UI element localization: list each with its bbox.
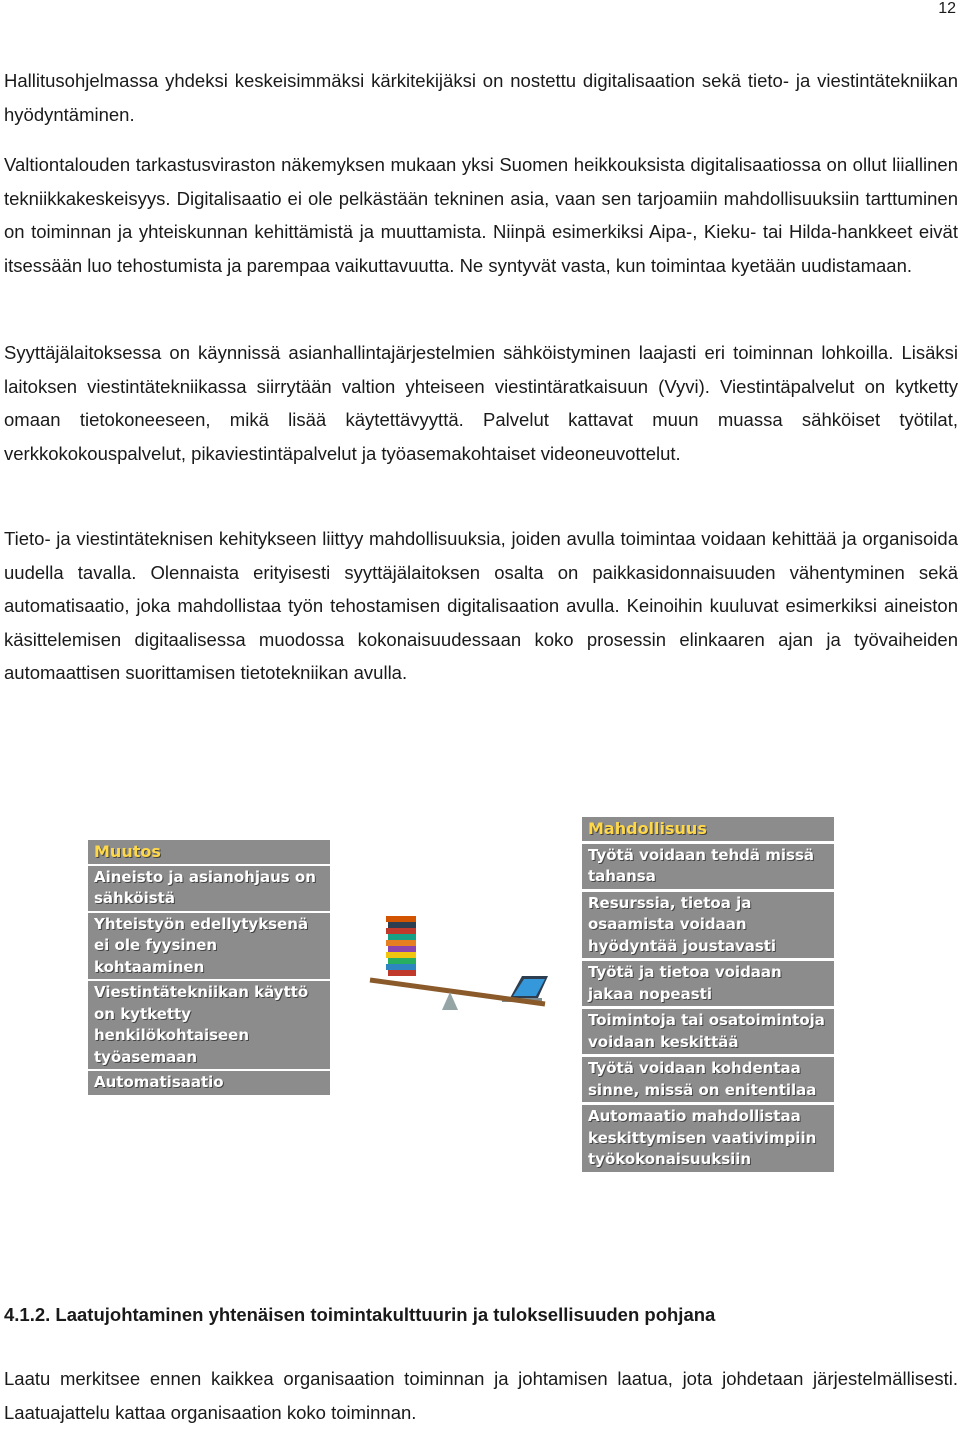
paragraph-5: Laatu merkitsee ennen kaikkea organisaation toiminnan ja johtamisen laatua, jota johdetaan järjestelmällisesti. Laatuajattelu kattaa organisaation koko toiminnan. [4,1368,958,1423]
page-number: 12 [938,0,956,17]
muutos-item: Yhteistyön edellytyksenä ei ole fyysinen kohtaaminen [88,913,330,980]
muutos-item: Aineisto ja asianohjaus on sähköistä [88,866,330,911]
mahdollisuus-item: Työtä voidaan tehdä missä tahansa [582,844,834,889]
balance-scale-illustration [350,900,550,1020]
mahdollisuus-list [582,817,834,1175]
mahdollisuus-item: Työtä voidaan kohdentaa sinne, missä on enitentilaa [582,1057,834,1102]
balance-fulcrum [442,992,458,1010]
paragraph-4: Tieto- ja viestintäteknisen kehitykseen liittyy mahdollisuuksia, joiden avulla toimintaa voidaan kehittää ja organisoida uudella tavalla. Olennaista erityisesti syyttäjälaitoksen osalta on paikkasidonnaisuuden vähentyminen sekä automatisaatio, joka mahdollistaa työn tehostamisen digitalisaation avulla. Keinoihin kuuluvat esimerkiksi aineiston käsittelemisen digitaalisessa muodossa kokonaisuudessaan koko prosessin elinkaaren ajan ja työvaiheiden automaattisen suorittamisen tietotekniikan avulla. [4,528,958,683]
mahdollisuus-item: Toimintoja tai osatoimintoja voidaan keskittää [582,1009,834,1054]
book-stack-icon [386,916,416,976]
mahdollisuus-item: Automaatio mahdollistaa keskittymisen vaativimpiin työkokonaisuuksiin [582,1105,834,1172]
mahdollisuus-item: Työtä ja tietoa voidaan jakaa nopeasti [582,961,834,1006]
muutos-title: Muutos [88,840,330,864]
muutos-item: Automatisaatio [88,1071,330,1095]
section-heading: 4.1.2. Laatujohtaminen yhtenäisen toimintakulttuurin ja tuloksellisuuden pohjana [4,1304,716,1325]
paragraph-3: Syyttäjälaitoksessa on käynnissä asianhallintajärjestelmien sähköistyminen laajasti eri toiminnan lohkoilla. Lisäksi laitoksen viestintätekniikassa siirrytään valtion yhteiseen viestintäratkaisuun (Vyvi). Viestintäpalvelut on kytketty omaan tietokoneeseen, mikä lisää käytettävyyttä. Palvelut kattavat muun muassa sähköiset työtilat, verkkokokouspalvelut, pikaviestintäpalvelut ja työasemakohtaiset videoneuvottelut. [4,342,958,464]
muutos-item: Viestintätekniikan käyttö on kytketty henkilökohtaiseen työasemaan [88,981,330,1069]
muutos-list [88,840,330,1097]
paragraph-1: Hallitusohjelmassa yhdeksi keskeisimmäksi kärkitekijäksi on nostettu digitalisaation sekä tieto- ja viestintätekniikan hyödyntäminen. [4,70,958,125]
paragraph-2: Valtiontalouden tarkastusviraston näkemyksen mukaan yksi Suomen heikkouksista digitalisaatiossa on ollut liiallinen tekniikkakeskeisyys. Digitalisaatio ei ole pelkästään tekninen asia, vaan sen tarjoamiin mahdollisuuksiin tarttuminen on toiminnan ja yhteiskunnan kehittämistä ja muuttamista. Niinpä esimerkiksi Aipa-, Kieku- tai Hilda-hankkeet eivät itsessään luo tehostumista ja parempaa vaikuttavuutta. Ne syntyvät vasta, kun toimintaa kyetään uudistamaan. [4,154,958,276]
mahdollisuus-item: Resurssia, tietoa ja osaamista voidaan hyödyntää joustavasti [582,892,834,959]
mahdollisuus-title: Mahdollisuus [582,817,834,841]
